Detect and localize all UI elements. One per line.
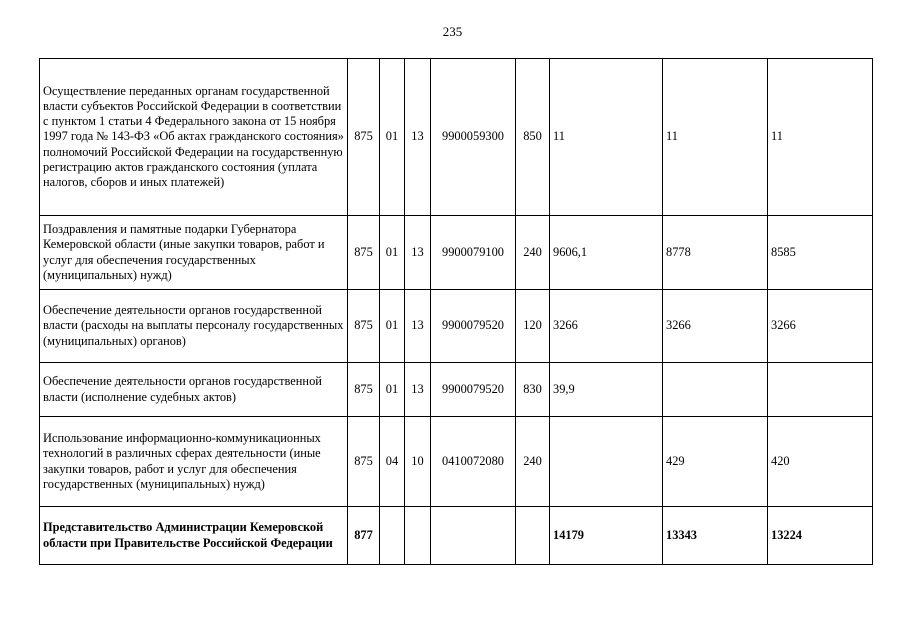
- expense-type-code: 850: [516, 59, 550, 216]
- sum-year-3: 13224: [768, 507, 873, 565]
- target-article-code: 0410072080: [431, 417, 516, 507]
- row-description: Обеспечение деятельности органов государственной власти (исполнение судебных актов): [40, 363, 348, 417]
- ministry-code: 875: [348, 216, 380, 290]
- sum-year-2: 8778: [663, 216, 768, 290]
- target-article-code: 9900059300: [431, 59, 516, 216]
- budget-table: [39, 58, 873, 565]
- sum-year-3: 8585: [768, 216, 873, 290]
- sum-year-3: 11: [768, 59, 873, 216]
- table-row: [40, 59, 873, 216]
- subsection-code: 13: [405, 290, 431, 363]
- expense-type-code: 240: [516, 216, 550, 290]
- row-description: Обеспечение деятельности органов государственной власти (расходы на выплаты персоналу государственных (муниципальных) органов): [40, 290, 348, 363]
- target-article-code: [431, 507, 516, 565]
- subsection-code: 13: [405, 216, 431, 290]
- section-code: 01: [380, 216, 405, 290]
- subsection-code: [405, 507, 431, 565]
- expense-type-code: 240: [516, 417, 550, 507]
- sum-year-1: [550, 417, 663, 507]
- target-article-code: 9900079520: [431, 290, 516, 363]
- ministry-code: 875: [348, 363, 380, 417]
- row-description: Использование информационно-коммуникационных технологий в различных сферах деятельности (иные закупки товаров, работ и услуг для обеспечения государственных (муниципальных) нужд): [40, 417, 348, 507]
- target-article-code: 9900079100: [431, 216, 516, 290]
- section-code: 01: [380, 290, 405, 363]
- sum-year-1: 11: [550, 59, 663, 216]
- expense-type-code: [516, 507, 550, 565]
- sum-year-3: 420: [768, 417, 873, 507]
- target-article-code: 9900079520: [431, 363, 516, 417]
- section-code: 01: [380, 363, 405, 417]
- section-code: [380, 507, 405, 565]
- subsection-code: 13: [405, 363, 431, 417]
- expense-type-code: 830: [516, 363, 550, 417]
- sum-year-2: [663, 363, 768, 417]
- sum-year-1: 14179: [550, 507, 663, 565]
- sum-year-2: 11: [663, 59, 768, 216]
- table-row: [40, 363, 873, 417]
- subsection-code: 10: [405, 417, 431, 507]
- ministry-code: 875: [348, 59, 380, 216]
- expense-type-code: 120: [516, 290, 550, 363]
- subsection-code: 13: [405, 59, 431, 216]
- row-description: Осуществление переданных органам государственной власти субъектов Российской Федерации в соответствии с пунктом 1 статьи 4 Федерального закона от 15 ноября 1997 года № 143-ФЗ «Об актах гражданского состояния» полномочий Российской Федерации на государственную регистрацию актов гражданского состояния (уплата налогов, сборов и иных платежей): [40, 59, 348, 216]
- row-description: Представительство Администрации Кемеровской области при Правительстве Российской Федерации: [40, 507, 348, 565]
- sum-year-2: 3266: [663, 290, 768, 363]
- sum-year-3: [768, 363, 873, 417]
- sum-year-2: 429: [663, 417, 768, 507]
- sum-year-3: 3266: [768, 290, 873, 363]
- section-code: 04: [380, 417, 405, 507]
- row-description: Поздравления и памятные подарки Губернатора Кемеровской области (иные закупки товаров, работ и услуг для обеспечения государственных (муниципальных) нужд): [40, 216, 348, 290]
- ministry-code: 877: [348, 507, 380, 565]
- sum-year-2: 13343: [663, 507, 768, 565]
- sum-year-1: 9606,1: [550, 216, 663, 290]
- page-number: 235: [442, 24, 463, 39]
- table-row-total: [40, 507, 873, 565]
- sum-year-1: 3266: [550, 290, 663, 363]
- section-code: 01: [380, 59, 405, 216]
- ministry-code: 875: [348, 417, 380, 507]
- table-row: [40, 417, 873, 507]
- ministry-code: 875: [348, 290, 380, 363]
- table-row: [40, 216, 873, 290]
- table-row: [40, 290, 873, 363]
- sum-year-1: 39,9: [550, 363, 663, 417]
